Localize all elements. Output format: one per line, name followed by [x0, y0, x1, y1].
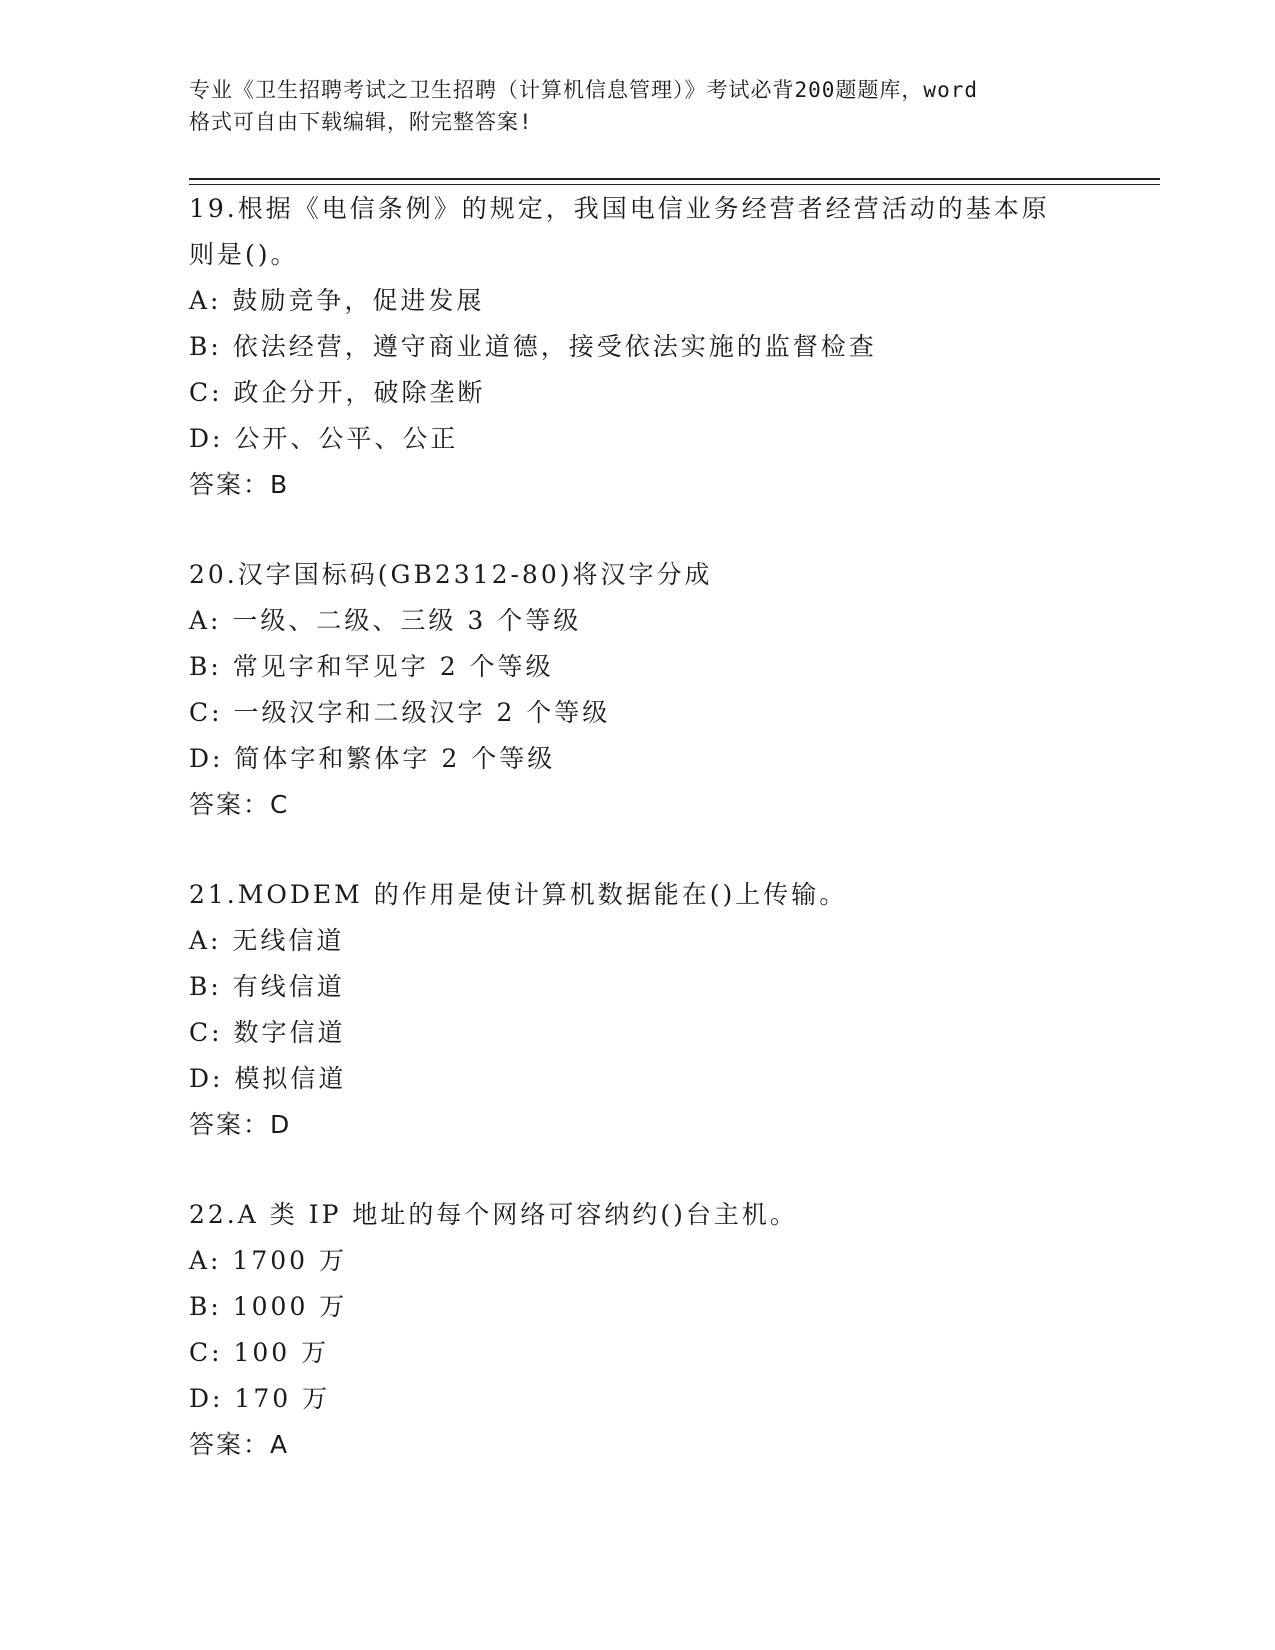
question-stem: 则是()。	[189, 240, 299, 269]
option-b: B: 1000 万	[189, 1292, 348, 1321]
header-divider-thin	[189, 184, 1160, 185]
answer-label: 答案：A	[189, 1430, 290, 1459]
question-22	[189, 1192, 1089, 1468]
document-header	[189, 74, 1089, 138]
question-stem: 21.MODEM 的作用是使计算机数据能在()上传输。	[189, 880, 848, 909]
option-b: B: 有线信道	[189, 972, 345, 1001]
header-divider-thick	[189, 178, 1160, 180]
option-a: A: 一级、二级、三级 3 个等级	[189, 606, 582, 635]
question-19	[189, 186, 1089, 508]
answer-label: 答案：C	[189, 790, 290, 819]
option-d: D: 简体字和繁体字 2 个等级	[189, 744, 556, 773]
answer-label: 答案：B	[189, 470, 290, 499]
question-stem: 19.根据《电信条例》的规定，我国电信业务经营者经营活动的基本原	[189, 194, 1050, 223]
header-line-2: 格式可自由下载编辑，附完整答案!	[189, 110, 533, 134]
option-d: D: 公开、公平、公正	[189, 424, 459, 453]
option-c: C: 数字信道	[189, 1018, 346, 1047]
option-d: D: 170 万	[189, 1384, 331, 1413]
option-c: C: 100 万	[189, 1338, 330, 1367]
option-a: A: 1700 万	[189, 1246, 347, 1275]
question-20	[189, 552, 1089, 828]
option-b: B: 依法经营，遵守商业道德，接受依法实施的监督检查	[189, 332, 877, 361]
question-stem: 22.A 类 IP 地址的每个网络可容纳约()台主机。	[189, 1200, 798, 1229]
option-d: D: 模拟信道	[189, 1064, 347, 1093]
option-c: C: 政企分开，破除垄断	[189, 378, 486, 407]
question-21	[189, 872, 1089, 1148]
question-stem: 20.汉字国标码(GB2312-80)将汉字分成	[189, 560, 713, 589]
option-a: A: 无线信道	[189, 926, 345, 955]
option-b: B: 常见字和罕见字 2 个等级	[189, 652, 554, 681]
header-line-1: 专业《卫生招聘考试之卫生招聘（计算机信息管理）》考试必背200题题库，word	[189, 78, 978, 102]
option-a: A: 鼓励竞争，促进发展	[189, 286, 485, 315]
option-c: C: 一级汉字和二级汉字 2 个等级	[189, 698, 611, 727]
answer-label: 答案：D	[189, 1110, 292, 1139]
